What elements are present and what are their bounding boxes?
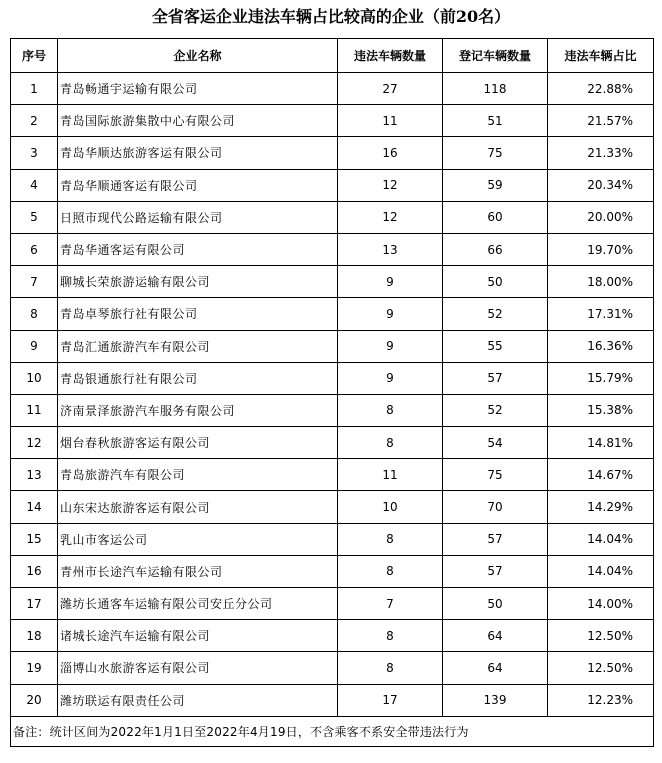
header-violation-count: 违法车辆数量 (338, 39, 443, 73)
cell-company: 淄博山水旅游客运有限公司 (58, 652, 338, 684)
cell-registered-count: 64 (443, 652, 548, 684)
cell-registered-count: 54 (443, 427, 548, 459)
cell-company: 潍坊长通客车运输有限公司安丘分公司 (58, 588, 338, 620)
cell-violation-count: 12 (338, 169, 443, 201)
table-row (11, 394, 654, 426)
table-row (11, 459, 654, 491)
cell-index: 2 (11, 105, 58, 137)
cell-index: 20 (11, 684, 58, 716)
cell-ratio: 19.70% (548, 233, 654, 265)
cell-ratio: 21.57% (548, 105, 654, 137)
cell-company: 青岛国际旅游集散中心有限公司 (58, 105, 338, 137)
cell-index: 13 (11, 459, 58, 491)
cell-violation-count: 11 (338, 105, 443, 137)
cell-company: 青岛汇通旅游汽车有限公司 (58, 330, 338, 362)
cell-company: 青州市长途汽车运输有限公司 (58, 555, 338, 587)
table-note: 备注：统计区间为2022年1月1日至2022年4月19日，不含乘客不系安全带违法行为 (11, 716, 654, 746)
cell-registered-count: 60 (443, 201, 548, 233)
table-row (11, 169, 654, 201)
cell-registered-count: 118 (443, 73, 548, 105)
table-row (11, 491, 654, 523)
cell-index: 8 (11, 298, 58, 330)
cell-company: 诸城长途汽车运输有限公司 (58, 620, 338, 652)
cell-registered-count: 75 (443, 137, 548, 169)
cell-violation-count: 9 (338, 298, 443, 330)
cell-index: 18 (11, 620, 58, 652)
cell-registered-count: 57 (443, 523, 548, 555)
cell-violation-count: 17 (338, 684, 443, 716)
cell-ratio: 15.79% (548, 362, 654, 394)
table-row (11, 137, 654, 169)
cell-violation-count: 27 (338, 73, 443, 105)
cell-violation-count: 8 (338, 523, 443, 555)
cell-violation-count: 9 (338, 362, 443, 394)
cell-violation-count: 11 (338, 459, 443, 491)
cell-company: 青岛畅通宇运输有限公司 (58, 73, 338, 105)
cell-ratio: 14.00% (548, 588, 654, 620)
cell-violation-count: 12 (338, 201, 443, 233)
cell-company: 青岛华顺通客运有限公司 (58, 169, 338, 201)
table-row (11, 201, 654, 233)
cell-registered-count: 55 (443, 330, 548, 362)
cell-company: 青岛华通客运有限公司 (58, 233, 338, 265)
cell-index: 11 (11, 394, 58, 426)
cell-company: 山东宋达旅游客运有限公司 (58, 491, 338, 523)
table-row (11, 523, 654, 555)
cell-index: 12 (11, 427, 58, 459)
cell-index: 3 (11, 137, 58, 169)
cell-index: 6 (11, 233, 58, 265)
cell-ratio: 20.00% (548, 201, 654, 233)
cell-ratio: 20.34% (548, 169, 654, 201)
cell-ratio: 22.88% (548, 73, 654, 105)
cell-violation-count: 8 (338, 620, 443, 652)
cell-registered-count: 66 (443, 233, 548, 265)
cell-ratio: 14.04% (548, 523, 654, 555)
cell-ratio: 14.81% (548, 427, 654, 459)
cell-ratio: 14.29% (548, 491, 654, 523)
cell-registered-count: 75 (443, 459, 548, 491)
cell-index: 4 (11, 169, 58, 201)
table-header-row (11, 39, 654, 73)
cell-index: 14 (11, 491, 58, 523)
cell-ratio: 17.31% (548, 298, 654, 330)
header-ratio: 违法车辆占比 (548, 39, 654, 73)
cell-violation-count: 16 (338, 137, 443, 169)
violation-ratio-table (10, 38, 654, 747)
cell-index: 17 (11, 588, 58, 620)
cell-ratio: 14.04% (548, 555, 654, 587)
cell-registered-count: 70 (443, 491, 548, 523)
cell-registered-count: 139 (443, 684, 548, 716)
cell-ratio: 14.67% (548, 459, 654, 491)
cell-company: 烟台春秋旅游客运有限公司 (58, 427, 338, 459)
cell-company: 青岛银通旅行社有限公司 (58, 362, 338, 394)
cell-index: 16 (11, 555, 58, 587)
cell-ratio: 15.38% (548, 394, 654, 426)
cell-ratio: 12.50% (548, 652, 654, 684)
cell-ratio: 12.50% (548, 620, 654, 652)
table-row (11, 362, 654, 394)
cell-violation-count: 9 (338, 330, 443, 362)
header-registered-count: 登记车辆数量 (443, 39, 548, 73)
cell-index: 1 (11, 73, 58, 105)
cell-ratio: 12.23% (548, 684, 654, 716)
cell-violation-count: 8 (338, 652, 443, 684)
table-row (11, 684, 654, 716)
page-title: 全省客运企业违法车辆占比较高的企业（前20名） (151, 7, 511, 26)
cell-registered-count: 52 (443, 394, 548, 426)
table-row (11, 105, 654, 137)
cell-company: 日照市现代公路运输有限公司 (58, 201, 338, 233)
cell-company: 聊城长荣旅游运输有限公司 (58, 266, 338, 298)
cell-registered-count: 52 (443, 298, 548, 330)
table-row (11, 73, 654, 105)
cell-registered-count: 57 (443, 362, 548, 394)
table-row (11, 555, 654, 587)
cell-ratio: 18.00% (548, 266, 654, 298)
cell-registered-count: 50 (443, 266, 548, 298)
cell-ratio: 21.33% (548, 137, 654, 169)
cell-index: 19 (11, 652, 58, 684)
cell-registered-count: 64 (443, 620, 548, 652)
cell-violation-count: 13 (338, 233, 443, 265)
cell-index: 9 (11, 330, 58, 362)
cell-registered-count: 51 (443, 105, 548, 137)
cell-violation-count: 7 (338, 588, 443, 620)
cell-violation-count: 8 (338, 394, 443, 426)
cell-registered-count: 59 (443, 169, 548, 201)
cell-index: 15 (11, 523, 58, 555)
header-company: 企业名称 (58, 39, 338, 73)
cell-index: 5 (11, 201, 58, 233)
cell-company: 青岛旅游汽车有限公司 (58, 459, 338, 491)
note-row (11, 716, 654, 746)
cell-violation-count: 10 (338, 491, 443, 523)
table-row (11, 330, 654, 362)
cell-violation-count: 8 (338, 427, 443, 459)
table-row (11, 266, 654, 298)
table-row (11, 427, 654, 459)
cell-company: 青岛华顺达旅游客运有限公司 (58, 137, 338, 169)
cell-index: 7 (11, 266, 58, 298)
cell-company: 潍坊联运有限责任公司 (58, 684, 338, 716)
table-row (11, 620, 654, 652)
cell-registered-count: 50 (443, 588, 548, 620)
cell-index: 10 (11, 362, 58, 394)
header-index: 序号 (11, 39, 58, 73)
table-row (11, 298, 654, 330)
table-body (11, 73, 654, 717)
table-row (11, 233, 654, 265)
cell-ratio: 16.36% (548, 330, 654, 362)
cell-company: 济南景泽旅游汽车服务有限公司 (58, 394, 338, 426)
cell-violation-count: 8 (338, 555, 443, 587)
table-row (11, 588, 654, 620)
cell-registered-count: 57 (443, 555, 548, 587)
table-row (11, 652, 654, 684)
cell-company: 青岛卓琴旅行社有限公司 (58, 298, 338, 330)
cell-violation-count: 9 (338, 266, 443, 298)
cell-company: 乳山市客运公司 (58, 523, 338, 555)
